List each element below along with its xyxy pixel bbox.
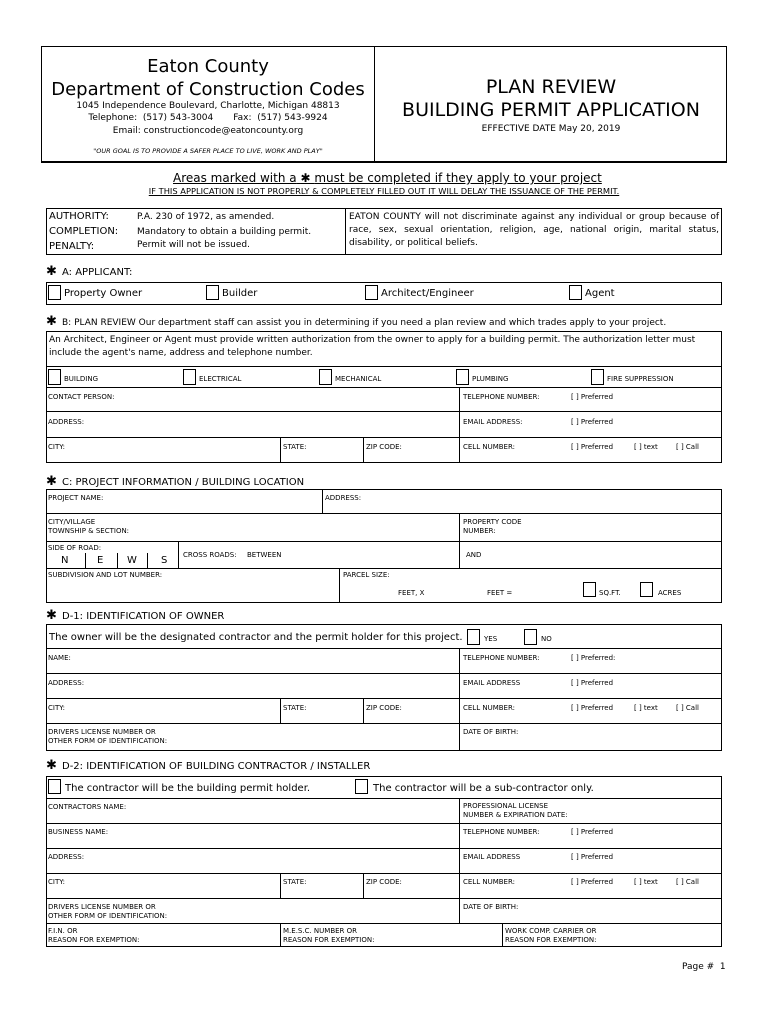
owner-cell-preferred-option[interactable]: [ ] Preferred <box>571 704 614 712</box>
telephone-number-field[interactable]: TELEPHONE NUMBER: <box>463 393 540 401</box>
electrical-checkbox[interactable] <box>183 369 196 385</box>
owner-telephone-field[interactable]: TELEPHONE NUMBER: <box>463 654 540 662</box>
completion-value: Mandatory to obtain a building permit. <box>137 227 312 237</box>
agent-label: Agent <box>585 288 615 299</box>
owner-cell-text-option[interactable]: [ ] text <box>634 704 658 712</box>
page-number: Page # 1 <box>682 962 726 972</box>
owner-no-label: NO <box>541 635 552 643</box>
contractor-phone-preferred-option[interactable]: [ ] Preferred <box>571 828 614 836</box>
contractor-city-field[interactable]: CITY: <box>48 878 65 886</box>
asterisk-icon: ✱ <box>46 264 57 279</box>
project-info-box <box>46 489 722 603</box>
owner-identification-field[interactable]: OTHER FORM OF IDENTIFICATION: <box>48 737 168 745</box>
owner-city-field[interactable]: CITY: <box>48 704 65 712</box>
owner-yes-label: YES <box>484 635 498 643</box>
builder-checkbox[interactable] <box>206 285 219 300</box>
cell-preferred-option[interactable]: [ ] Preferred <box>571 443 614 451</box>
authority-label: AUTHORITY: <box>49 211 109 222</box>
builder-label: Builder <box>222 288 258 299</box>
acres-checkbox[interactable] <box>640 582 653 597</box>
asterisk-icon: ✱ <box>46 758 57 773</box>
owner-drivers-license-label: DRIVERS LICENSE NUMBER OR <box>48 728 156 736</box>
sub-contractor-checkbox[interactable] <box>355 779 368 794</box>
parcel-size-label: PARCEL SIZE: <box>343 571 390 579</box>
non-discrimination-statement: EATON COUNTY will not discriminate against any individual or group because of race, sex, sexual orientation, religion, age, national origin, marital status, disability, or political beliefs. <box>349 212 719 248</box>
contractor-cell-call-option[interactable]: [ ] Call <box>676 878 699 886</box>
parcel-feet-x-field[interactable]: FEET, X <box>398 589 425 597</box>
sub-contractor-label: The contractor will be a sub-contractor only. <box>373 783 594 794</box>
owner-address-field[interactable]: ADDRESS: <box>48 679 85 687</box>
email-preferred-option[interactable]: [ ] Preferred <box>571 418 614 426</box>
office-phone-fax: Telephone: (517) 543-3004 Fax: (517) 543-9924 <box>88 113 328 123</box>
owner-no-checkbox[interactable] <box>524 629 537 645</box>
work-comp-exemption-field[interactable]: REASON FOR EXEMPTION: <box>505 936 597 944</box>
building-checkbox[interactable] <box>48 369 61 385</box>
asterisk-icon: ✱ <box>46 608 57 623</box>
owner-zip-field[interactable]: ZIP CODE: <box>366 704 402 712</box>
and-field[interactable]: AND <box>466 551 482 559</box>
acres-label: ACRES <box>658 589 682 597</box>
fin-label: F.I.N. OR <box>48 927 78 935</box>
department-name: Department of Construction Codes <box>51 79 365 100</box>
contractor-box <box>46 776 722 947</box>
office-address: 1045 Independence Boulevard, Charlotte, Michigan 48813 <box>76 101 340 111</box>
owner-email-field[interactable]: EMAIL ADDRESS <box>463 679 521 687</box>
required-notice <box>173 171 602 185</box>
architect-engineer-label: Architect/Engineer <box>381 288 474 299</box>
business-name-field[interactable]: BUSINESS NAME: <box>48 828 109 836</box>
owner-contractor-statement: The owner will be the designated contractor and the permit holder for this project. <box>49 632 463 643</box>
plan-review-intro: An Architect, Engineer or Agent must provide written authorization from the owner to apply for a building permit. The authorization letter must include the agent's name, address and telephone number. <box>49 335 696 358</box>
owner-name-field[interactable]: NAME: <box>48 654 71 662</box>
contractor-heading: D-2: IDENTIFICATION OF BUILDING CONTRACTOR / INSTALLER <box>62 761 371 772</box>
contractor-name-field[interactable]: CONTRACTORS NAME: <box>48 803 127 811</box>
property-code-number-field[interactable]: NUMBER: <box>463 527 496 535</box>
owner-cell-field[interactable]: CELL NUMBER: <box>463 704 515 712</box>
side-south-option[interactable]: S <box>161 555 168 566</box>
sqft-checkbox[interactable] <box>583 582 596 597</box>
property-owner-checkbox[interactable] <box>48 285 61 300</box>
contractor-address-field[interactable]: ADDRESS: <box>48 853 85 861</box>
contractor-date-of-birth-field[interactable]: DATE OF BIRTH: <box>463 903 519 911</box>
contractor-email-field[interactable]: EMAIL ADDRESS <box>463 853 521 861</box>
phone-preferred-option[interactable]: [ ] Preferred <box>571 393 614 401</box>
contractor-state-field[interactable]: STATE: <box>283 878 307 886</box>
required-notice-tail: must be completed if they apply to your project <box>314 171 602 185</box>
professional-license-label: PROFESSIONAL LICENSE <box>463 802 549 810</box>
parcel-feet-eq-field[interactable]: FEET = <box>487 589 513 597</box>
side-north-option[interactable]: N <box>61 555 69 566</box>
owner-cell-call-option[interactable]: [ ] Call <box>676 704 699 712</box>
form-title-line2: BUILDING PERMIT APPLICATION <box>402 99 700 121</box>
cell-call-option[interactable]: [ ] Call <box>676 443 699 451</box>
trade-plumbing-label: PLUMBING <box>472 375 509 383</box>
authority-value: P.A. 230 of 1972, as amended. <box>137 212 275 222</box>
project-info-heading: C: PROJECT INFORMATION / BUILDING LOCATION <box>62 477 305 488</box>
contractor-zip-field[interactable]: ZIP CODE: <box>366 878 402 886</box>
permit-holder-label: The contractor will be the building permit holder. <box>65 783 311 794</box>
contractor-cell-field[interactable]: CELL NUMBER: <box>463 878 515 886</box>
agent-checkbox[interactable] <box>569 285 582 300</box>
owner-yes-checkbox[interactable] <box>467 629 480 645</box>
contractor-telephone-field[interactable]: TELEPHONE NUMBER: <box>463 828 540 836</box>
work-comp-label: WORK COMP. CARRIER OR <box>505 927 597 935</box>
department-motto: "OUR GOAL IS TO PROVIDE A SAFER PLACE TO LIVE, WORK AND PLAY" <box>93 147 323 155</box>
owner-date-of-birth-field[interactable]: DATE OF BIRTH: <box>463 728 519 736</box>
cell-number-field[interactable]: CELL NUMBER: <box>463 443 515 451</box>
email-address-field[interactable]: EMAIL ADDRESS: <box>463 418 523 426</box>
asterisk-icon: ✱ <box>300 171 311 185</box>
owner-heading: D-1: IDENTIFICATION OF OWNER <box>62 611 225 622</box>
completion-label: COMPLETION: <box>49 226 119 237</box>
project-name-field[interactable]: PROJECT NAME: <box>48 494 104 502</box>
side-west-option[interactable]: W <box>127 555 137 566</box>
side-east-option[interactable]: E <box>97 555 104 566</box>
permit-holder-checkbox[interactable] <box>48 779 61 794</box>
property-owner-label: Property Owner <box>64 288 143 299</box>
subdivision-lot-field[interactable]: SUBDIVISION AND LOT NUMBER: <box>48 571 163 579</box>
mechanical-checkbox[interactable] <box>319 369 332 385</box>
owner-state-field[interactable]: STATE: <box>283 704 307 712</box>
sqft-label: SQ.FT. <box>599 589 621 597</box>
mesc-label: M.E.S.C. NUMBER OR <box>283 927 358 935</box>
contact-person-field[interactable]: CONTACT PERSON: <box>48 393 115 401</box>
required-notice-lead: Areas marked with a <box>173 171 297 185</box>
delay-warning: IF THIS APPLICATION IS NOT PROPERLY & COMPLETELY FILLED OUT IT WILL DELAY THE ISSUANCE OF THE PERMIT. <box>148 186 620 196</box>
trade-mechanical-label: MECHANICAL <box>335 375 382 383</box>
office-email: Email: constructioncode@eatoncounty.org <box>112 126 304 136</box>
owner-email-preferred-option[interactable]: [ ] Preferred <box>571 679 614 687</box>
fin-exemption-field[interactable]: REASON FOR EXEMPTION: <box>48 936 140 944</box>
contractor-cell-preferred-option[interactable]: [ ] Preferred <box>571 878 614 886</box>
city-village-label: CITY/VILLAGE <box>48 518 96 526</box>
plumbing-checkbox[interactable] <box>456 369 469 385</box>
architect-engineer-checkbox[interactable] <box>365 285 378 300</box>
penalty-value: Permit will not be issued. <box>137 240 250 250</box>
project-address-field[interactable]: ADDRESS: <box>325 494 362 502</box>
form-title-line1: PLAN REVIEW <box>485 76 617 98</box>
trade-building-label: BUILDING <box>64 375 99 383</box>
contractor-identification-field[interactable]: OTHER FORM OF IDENTIFICATION: <box>48 912 168 920</box>
side-of-road-label: SIDE OF ROAD: <box>48 544 102 552</box>
cross-roads-label: CROSS ROADS: <box>183 551 237 559</box>
contractor-drivers-license-label: DRIVERS LICENSE NUMBER OR <box>48 903 156 911</box>
state-field[interactable]: STATE: <box>283 443 307 451</box>
applicant-heading: A: APPLICANT: <box>62 267 133 278</box>
owner-phone-preferred-option[interactable]: [ ] Preferred: <box>571 654 616 662</box>
mesc-exemption-field[interactable]: REASON FOR EXEMPTION: <box>283 936 375 944</box>
contractor-cell-text-option[interactable]: [ ] text <box>634 878 658 886</box>
zip-code-field[interactable]: ZIP CODE: <box>366 443 402 451</box>
contractor-email-preferred-option[interactable]: [ ] Preferred <box>571 853 614 861</box>
county-name: Eaton County <box>147 56 269 77</box>
asterisk-icon: ✱ <box>46 314 57 329</box>
license-expiration-field[interactable]: NUMBER & EXPIRATION DATE: <box>463 811 568 819</box>
cell-text-option[interactable]: [ ] text <box>634 443 658 451</box>
trade-fire-suppression-label: FIRE SUPPRESSION <box>607 375 674 383</box>
township-section-field[interactable]: TOWNSHIP & SECTION: <box>48 527 130 535</box>
between-field[interactable]: BETWEEN <box>247 551 282 559</box>
property-code-label: PROPERTY CODE <box>463 518 522 526</box>
city-field[interactable]: CITY: <box>48 443 65 451</box>
penalty-label: PENALTY: <box>49 241 95 252</box>
fire-suppression-checkbox[interactable] <box>591 369 604 385</box>
trade-electrical-label: ELECTRICAL <box>199 375 242 383</box>
plan-review-heading: B: PLAN REVIEW Our department staff can assist you in determining if you need a plan review and which trades apply to your project. <box>62 318 667 328</box>
address-field[interactable]: ADDRESS: <box>48 418 85 426</box>
asterisk-icon: ✱ <box>46 474 57 489</box>
effective-date: EFFECTIVE DATE May 20, 2019 <box>481 124 621 134</box>
